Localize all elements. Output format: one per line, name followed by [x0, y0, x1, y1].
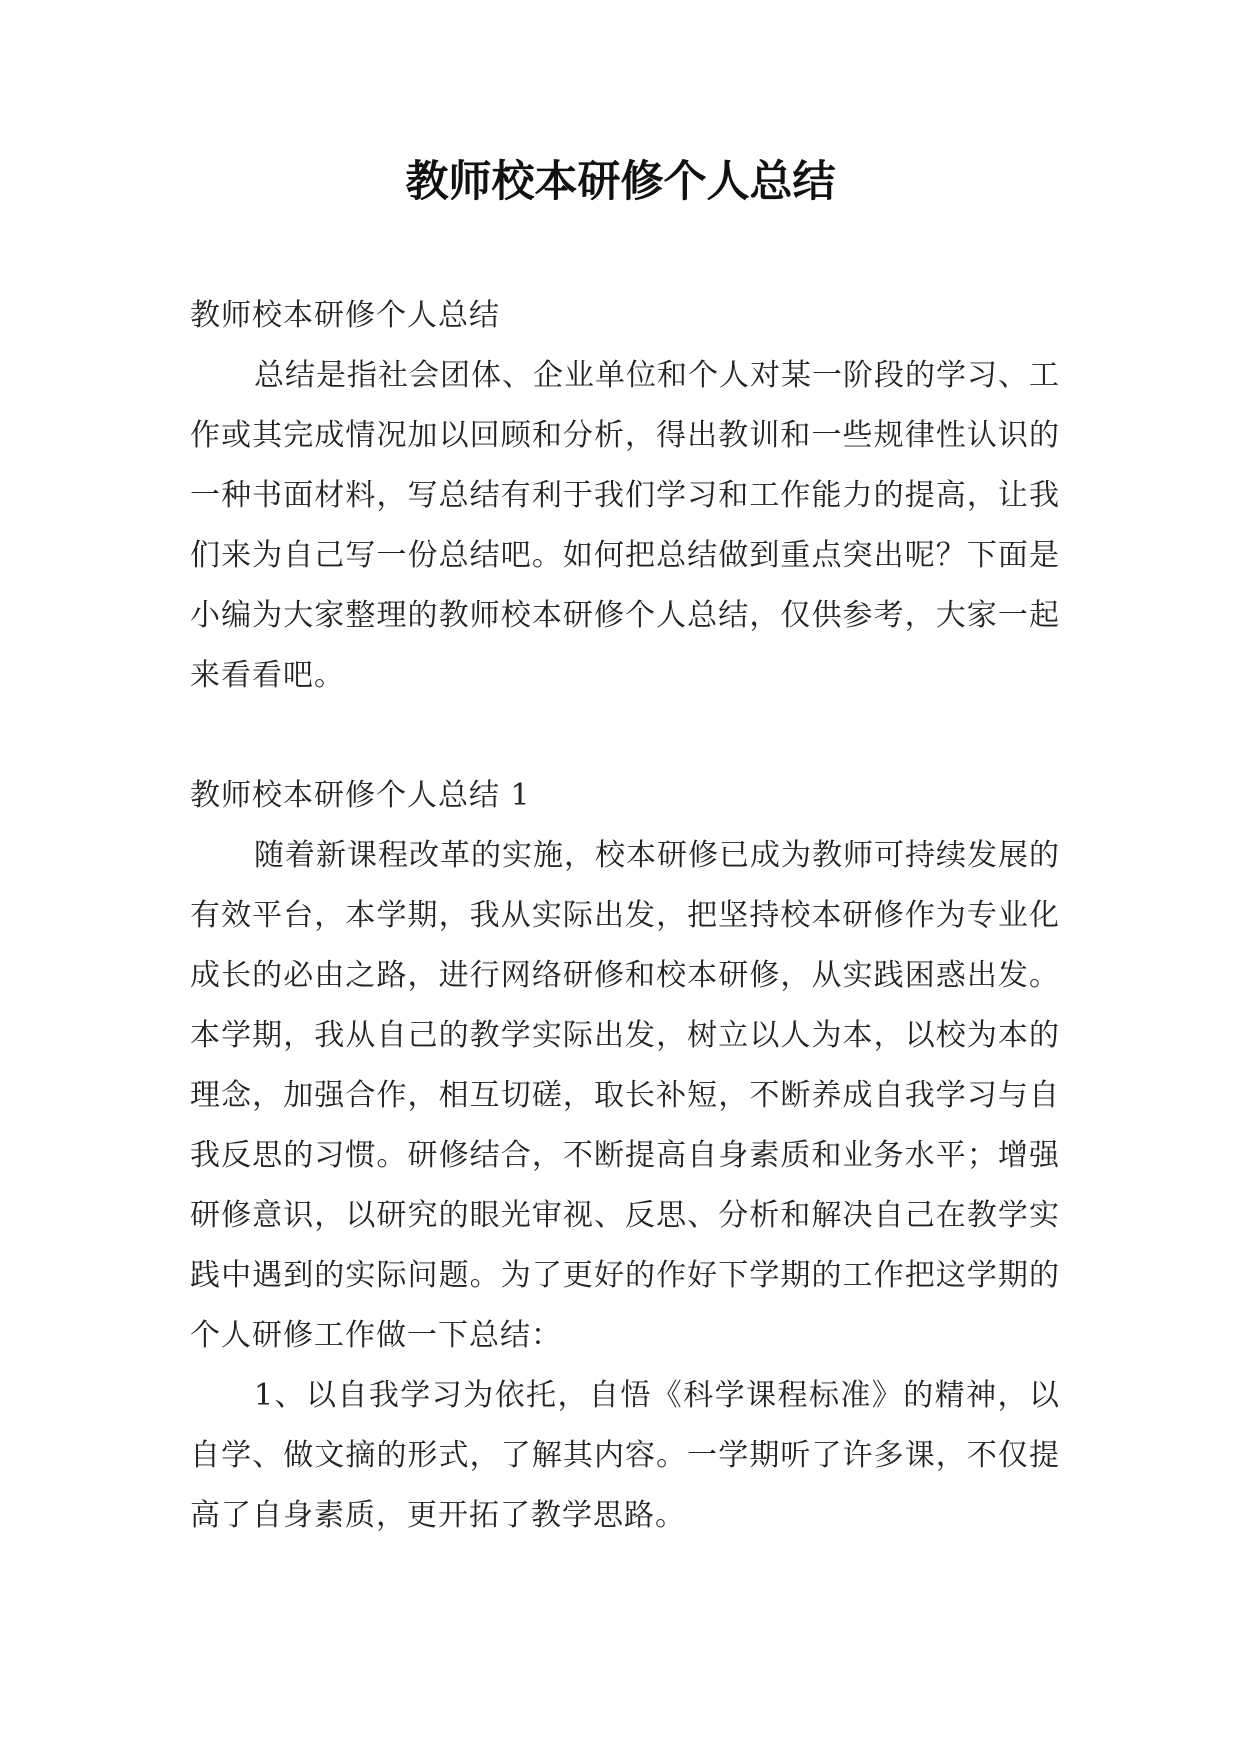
section-heading: 教师校本研修个人总结 1 — [190, 778, 531, 813]
document-title: 教师校本研修个人总结 — [405, 157, 836, 207]
body-paragraph: 1、以自我学习为依托，自悟《科学课程标准》的精神，以自学、做文摘的形式，了解其内容。一学期听了许多课，不仅提高了自身素质，更开拓了教学思路。 — [190, 1378, 1060, 1533]
document-body — [190, 286, 1060, 1546]
intro-paragraph: 总结是指社会团体、企业单位和个人对某一阶段的学习、工作或其完成情况加以回顾和分析，得出教训和一些规律性认识的一种书面材料，写总结有利于我们学习和工作能力的提高，让我们来为自己写一份总结吧。如何把总结做到重点突出呢？下面是小编为大家整理的教师校本研修个人总结，仅供参考，大家一起来看看吧。 — [190, 358, 1060, 693]
document-subtitle: 教师校本研修个人总结 — [190, 298, 500, 333]
section-spacer — [190, 706, 1060, 766]
body-paragraph: 随着新课程改革的实施，校本研修已成为教师可持续发展的有效平台，本学期，我从实际出发，把坚持校本研修作为专业化成长的必由之路，进行网络研修和校本研修，从实践困惑出发。本学期，我从自己的教学实际出发，树立以人为本，以校为本的理念，加强合作，相互切磋，取长补短，不断养成自我学习与自我反思的习惯。研修结合，不断提高自身素质和业务水平；增强研修意识，以研究的眼光审视、反思、分析和解决自己在教学实践中遇到的实际问题。为了更好的作好下学期的工作把这学期的个人研修工作做一下总结： — [190, 838, 1060, 1353]
